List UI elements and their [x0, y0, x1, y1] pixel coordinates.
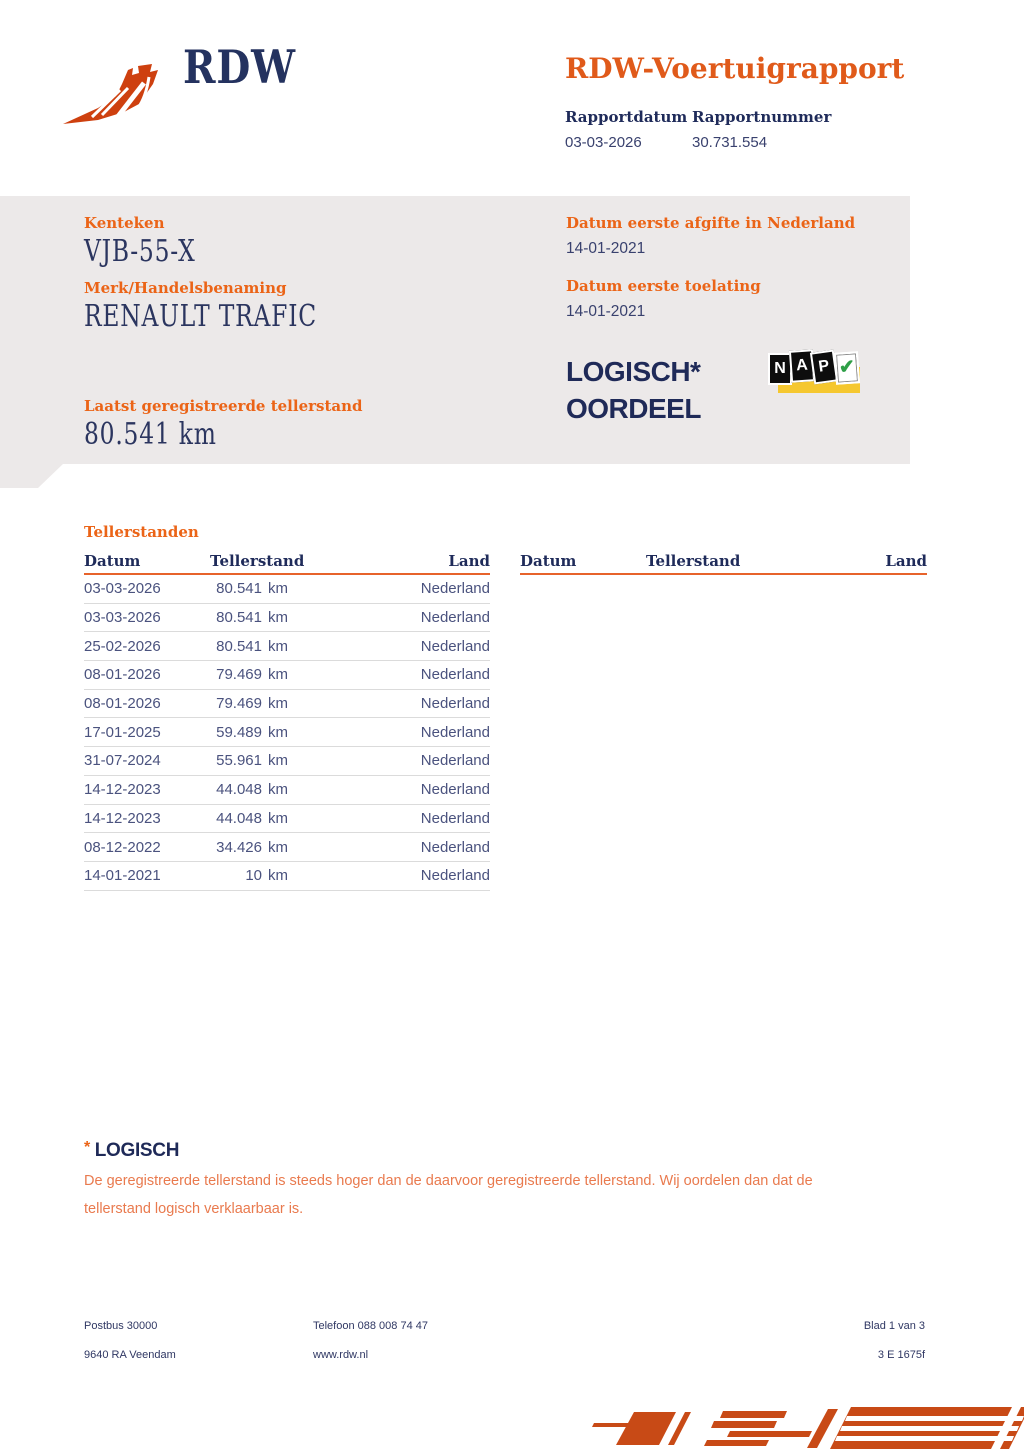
row-odometer: 44.048: [216, 809, 262, 827]
note-heading: [84, 1139, 179, 1162]
row-unit: km: [268, 838, 288, 856]
page-title: RDW-Voertuigrapport: [565, 52, 905, 85]
row-unit: km: [268, 723, 288, 741]
toelating-date: 14-01-2021: [566, 303, 646, 320]
table-row: [84, 776, 490, 805]
tellerstanden-table: [84, 550, 490, 891]
nap-logo: [768, 349, 868, 397]
tellerstanden-table-empty: [520, 550, 927, 575]
table-header: [520, 550, 927, 575]
table-row: [84, 575, 490, 604]
col-land: Land: [448, 552, 490, 570]
row-country: Nederland: [420, 838, 490, 856]
report-date-label: Rapportdatum: [565, 108, 688, 126]
footer-address-line2: 9640 RA Veendam: [84, 1349, 176, 1361]
merk-label: Merk/Handelsbenaming: [84, 279, 287, 297]
row-country: Nederland: [420, 580, 490, 598]
note-asterisk: *: [84, 1139, 91, 1156]
nap-check-icon: ✔: [834, 351, 860, 385]
footer-form-code: 3 E 1675f: [877, 1349, 925, 1361]
row-odometer: 80.541: [216, 580, 262, 598]
kenteken-label: Kenteken: [84, 214, 165, 232]
row-unit: km: [268, 580, 288, 598]
row-odometer: 80.541: [216, 637, 262, 655]
col-datum: Datum: [520, 552, 577, 570]
row-unit: km: [268, 695, 288, 713]
row-unit: km: [268, 637, 288, 655]
row-odometer: 79.469: [216, 666, 262, 684]
row-unit: km: [268, 867, 288, 885]
footer-address-line1: Postbus 30000: [84, 1320, 158, 1332]
row-date: 08-12-2022: [84, 838, 161, 856]
col-tellerstand: Tellerstand: [210, 552, 305, 570]
row-odometer: 59.489: [216, 723, 262, 741]
row-country: Nederland: [420, 609, 490, 627]
oordeel-verdict: [566, 353, 701, 427]
afgifte-label: Datum eerste afgifte in Nederland: [566, 214, 856, 232]
toelating-label: Datum eerste toelating: [566, 277, 761, 295]
row-country: Nederland: [420, 781, 490, 799]
rdw-flag-logo: [58, 62, 163, 130]
tellerstand-value: 80.541 km: [84, 417, 217, 452]
row-country: Nederland: [420, 867, 490, 885]
footer-page-info: Blad 1 van 3: [863, 1320, 925, 1332]
col-tellerstand: Tellerstand: [646, 552, 741, 570]
table-row: [84, 862, 490, 891]
footer-phone: Telefoon 088 008 74 47: [313, 1320, 428, 1332]
table-row: [84, 718, 490, 747]
row-date: 25-02-2026: [84, 637, 161, 655]
report-number-label: Rapportnummer: [692, 108, 832, 126]
row-date: 08-01-2026: [84, 695, 161, 713]
note-body: De geregistreerde tellerstand is steeds hoger dan de daarvoor geregistreerde tellerstand. Wij oordelen dan dat de tellerstand logisch verklaarbaar is.: [84, 1173, 813, 1217]
row-odometer: 55.961: [216, 752, 262, 770]
table-row: [84, 661, 490, 690]
report-number-value: 30.731.554: [692, 134, 768, 151]
table-row: [84, 833, 490, 862]
table-row: [84, 604, 490, 633]
row-date: 14-12-2023: [84, 781, 161, 799]
row-odometer: 44.048: [216, 781, 262, 799]
row-date: 31-07-2024: [84, 752, 161, 770]
row-unit: km: [268, 752, 288, 770]
row-unit: km: [268, 781, 288, 799]
nap-letter-p: P: [810, 349, 838, 384]
row-date: 14-12-2023: [84, 809, 161, 827]
table-row: [84, 805, 490, 834]
row-country: Nederland: [420, 723, 490, 741]
col-datum: Datum: [84, 552, 141, 570]
row-odometer: 79.469: [216, 695, 262, 713]
table-row: [84, 632, 490, 661]
rdw-wordmark: RDW: [183, 40, 296, 94]
row-country: Nederland: [420, 637, 490, 655]
row-odometer: 34.426: [216, 838, 262, 856]
row-unit: km: [268, 609, 288, 627]
row-date: 17-01-2025: [84, 723, 161, 741]
tellerstanden-title: Tellerstanden: [84, 523, 199, 541]
row-date: 03-03-2026: [84, 609, 161, 627]
row-unit: km: [268, 666, 288, 684]
oordeel-line1: LOGISCH*: [566, 356, 701, 387]
row-date: 14-01-2021: [84, 867, 161, 885]
col-land: Land: [885, 552, 927, 570]
merk-value: RENAULT TRAFIC: [84, 299, 317, 334]
row-date: 03-03-2026: [84, 580, 161, 598]
row-odometer: 80.541: [216, 609, 262, 627]
oordeel-line2: OORDEEL: [566, 393, 701, 424]
row-odometer: 10: [245, 867, 262, 885]
note-title: LOGISCH: [94, 1140, 180, 1161]
row-country: Nederland: [420, 695, 490, 713]
footer-website[interactable]: www.rdw.nl: [313, 1349, 369, 1361]
nap-letter-a: A: [789, 349, 815, 383]
kenteken-value: VJB-55-X: [84, 234, 196, 269]
table-rows: [84, 575, 490, 891]
table-row: [84, 690, 490, 719]
table-row: [84, 747, 490, 776]
row-country: Nederland: [420, 666, 490, 684]
table-header: [84, 550, 490, 575]
row-country: Nederland: [420, 752, 490, 770]
nap-letter-n: N: [768, 353, 792, 385]
afgifte-date: 14-01-2021: [566, 240, 646, 257]
tellerstand-label: Laatst geregistreerde tellerstand: [84, 397, 363, 415]
row-date: 08-01-2026: [84, 666, 161, 684]
report-date-value: 03-03-2026: [565, 134, 642, 151]
rdw-stripe-pattern: [588, 1400, 1024, 1449]
row-unit: km: [268, 809, 288, 827]
row-country: Nederland: [420, 809, 490, 827]
